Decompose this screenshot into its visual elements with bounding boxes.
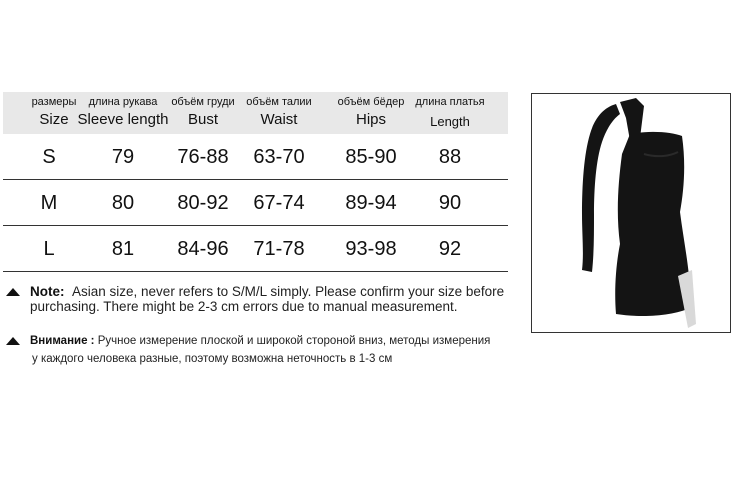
cell-sleeve: 81 [111, 238, 135, 260]
header-size-ru: размеры [31, 96, 77, 108]
cell-size: L [43, 238, 55, 260]
header-size-en: Size [39, 111, 69, 128]
cell-size: S [42, 146, 56, 168]
header-sleeve [73, 92, 173, 134]
header-waist [239, 92, 319, 134]
header-bust [163, 92, 243, 134]
cell-hips: 89-94 [345, 192, 397, 214]
note-text-2: purchasing. There might be 2-3 cm errors due to manual measurement. [30, 299, 458, 314]
header-sleeve-en: Sleeve length [77, 111, 169, 128]
triangle-up-icon [6, 337, 20, 345]
size-chart-header [3, 92, 508, 134]
cell-sleeve: 80 [111, 192, 135, 214]
header-hips-en: Hips [355, 111, 386, 128]
table-row [3, 180, 508, 226]
cell-waist: 67-74 [253, 192, 305, 214]
header-hips [326, 92, 416, 134]
size-chart-table [3, 92, 508, 272]
cell-waist: 71-78 [253, 238, 305, 260]
cell-length: 90 [438, 192, 462, 214]
warning-text-1: Ручное измерение плоской и широкой стороной вниз, методы измерения [97, 335, 491, 347]
header-sleeve-ru: длина рукава [88, 96, 158, 108]
warning-line-1 [30, 332, 490, 350]
header-bust-ru: объём груди [171, 96, 235, 108]
dress-image [532, 94, 731, 333]
cell-size: M [40, 192, 58, 214]
cell-waist: 63-70 [253, 146, 305, 168]
warning-text-2: у каждого человека разные, поэтому возможна неточность в 1-3 см [32, 353, 393, 365]
header-bust-en: Bust [187, 111, 218, 128]
cell-sleeve: 79 [111, 146, 135, 168]
product-photo [531, 93, 731, 333]
cell-hips: 85-90 [345, 146, 397, 168]
header-length-en: Length [430, 114, 470, 129]
table-row [3, 226, 508, 272]
table-row [3, 134, 508, 180]
header-hips-ru: объём бёдер [337, 96, 405, 108]
cell-length: 88 [438, 146, 462, 168]
header-waist-ru: объём талии [246, 96, 312, 108]
note-label: Note: [30, 284, 65, 299]
cell-length: 92 [438, 238, 462, 260]
header-length-ru: длина платья [415, 96, 485, 108]
cell-bust: 80-92 [177, 192, 229, 214]
header-length [410, 92, 490, 134]
cell-bust: 76-88 [177, 146, 229, 168]
note-line-1 [30, 284, 504, 299]
cell-hips: 93-98 [345, 238, 397, 260]
cell-bust: 84-96 [177, 238, 229, 260]
warning-label: Внимание : [30, 335, 95, 347]
header-waist-en: Waist [260, 111, 298, 128]
note-text-1: Asian size, never refers to S/M/L simply. Please confirm your size before [72, 284, 505, 299]
triangle-up-icon [6, 288, 20, 296]
